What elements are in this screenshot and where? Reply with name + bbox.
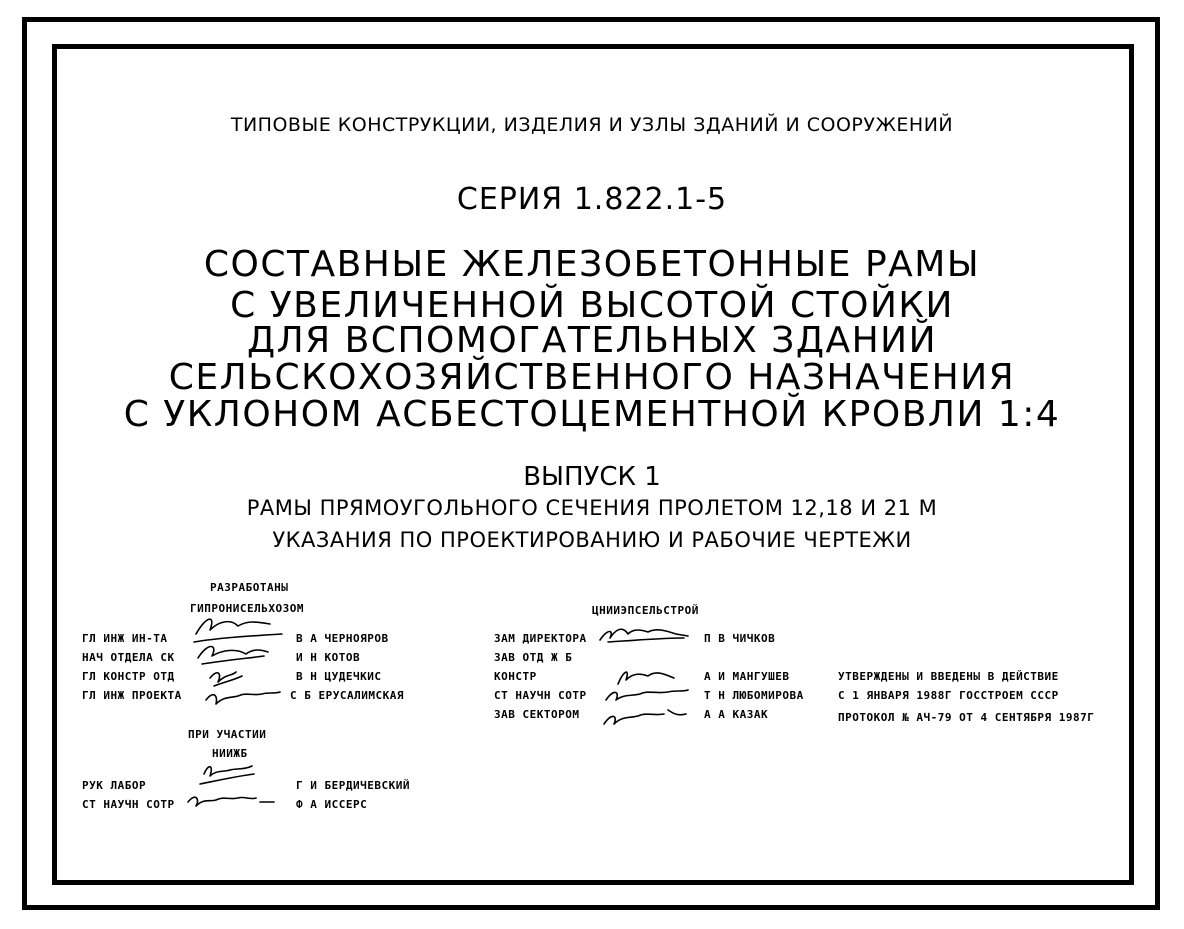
- person-role: ЗАВ ОТД Ж Б: [494, 651, 573, 664]
- person-role: ЗАМ ДИРЕКТОРА: [494, 632, 587, 645]
- developer-org: ГИПРОНИСЕЛЬХОЗОМ: [190, 602, 304, 615]
- person-name: В А ЧЕРНОЯРОВ: [296, 632, 389, 645]
- title-line: СЕЛЬСКОХОЗЯЙСТВЕННОГО НАЗНАЧЕНИЯ: [168, 357, 1016, 398]
- approval-line: УТВЕРЖДЕНЫ И ВВЕДЕНЫ В ДЕЙСТВИЕ: [838, 670, 1059, 683]
- developer-label: РАЗРАБОТАНЫ: [210, 581, 289, 594]
- header-text: ТИПОВЫЕ КОНСТРУКЦИИ, ИЗДЕЛИЯ И УЗЛЫ ЗДАНИЙ И СООРУЖЕНИЙ: [230, 114, 954, 136]
- person-role: ЗАВ СЕКТОРОМ: [494, 708, 580, 721]
- person-name: С Б ЕРУСАЛИМСКАЯ: [290, 689, 404, 702]
- participation-org: НИИЖБ: [212, 747, 248, 760]
- person-name: Ф А ИССЕРС: [296, 798, 368, 811]
- signature-image: [180, 762, 280, 814]
- subtitle-line: УКАЗАНИЯ ПО ПРОЕКТИРОВАНИЮ И РАБОЧИЕ ЧЕРТЕЖИ: [272, 528, 912, 552]
- person-name: П В ЧИЧКОВ: [704, 632, 776, 645]
- approval-line: С 1 ЯНВАРЯ 1988Г ГОССТРОЕМ СССР: [838, 689, 1059, 702]
- person-name: Т Н ЛЮБОМИРОВА: [704, 689, 804, 702]
- title-line: С УВЕЛИЧЕННОЙ ВЫСОТОЙ СТОЙКИ: [230, 285, 954, 326]
- signature-image: [594, 618, 696, 738]
- title-line: С УКЛОНОМ АСБЕСТОЦЕМЕНТНОЙ КРОВЛИ 1:4: [123, 394, 1061, 435]
- person-role: ГЛ ИНЖ ИН-ТА: [82, 632, 168, 645]
- person-role: СТ НАУЧН СОТР: [494, 689, 587, 702]
- series-number: СЕРИЯ 1.822.1-5: [456, 182, 728, 217]
- person-role: НАЧ ОТДЕЛА СК: [82, 651, 175, 664]
- title-line: ДЛЯ ВСПОМОГАТЕЛЬНЫХ ЗДАНИЙ: [246, 320, 938, 361]
- person-name: А А КАЗАК: [704, 708, 769, 721]
- person-name: И Н КОТОВ: [296, 651, 361, 664]
- person-role: ГЛ ИНЖ ПРОЕКТА: [82, 689, 182, 702]
- person-role: РУК ЛАБОР: [82, 779, 147, 792]
- person-role: ГЛ КОНСТР ОТД: [82, 670, 175, 683]
- person-role: КОНСТР: [494, 670, 537, 683]
- title-line: СОСТАВНЫЕ ЖЕЛЕЗОБЕТОННЫЕ РАМЫ: [203, 244, 981, 285]
- issue-label: ВЫПУСК 1: [523, 462, 661, 492]
- central-org: ЦНИИЭПСЕЛЬСТРОЙ: [592, 604, 699, 617]
- approval-line: ПРОТОКОЛ № АЧ-79 ОТ 4 СЕНТЯБРЯ 1987Г: [838, 711, 1095, 724]
- person-role: СТ НАУЧН СОТР: [82, 798, 175, 811]
- participation-label: ПРИ УЧАСТИИ: [188, 728, 267, 741]
- signature-image: [188, 612, 288, 712]
- person-name: А И МАНГУШЕВ: [704, 670, 790, 683]
- person-name: В Н ЦУДЕЧКИС: [296, 670, 382, 683]
- subtitle-line: РАМЫ ПРЯМОУГОЛЬНОГО СЕЧЕНИЯ ПРОЛЕТОМ 12,18 И 21 М: [246, 496, 938, 520]
- person-name: Г И БЕРДИЧЕВСКИЙ: [296, 779, 410, 792]
